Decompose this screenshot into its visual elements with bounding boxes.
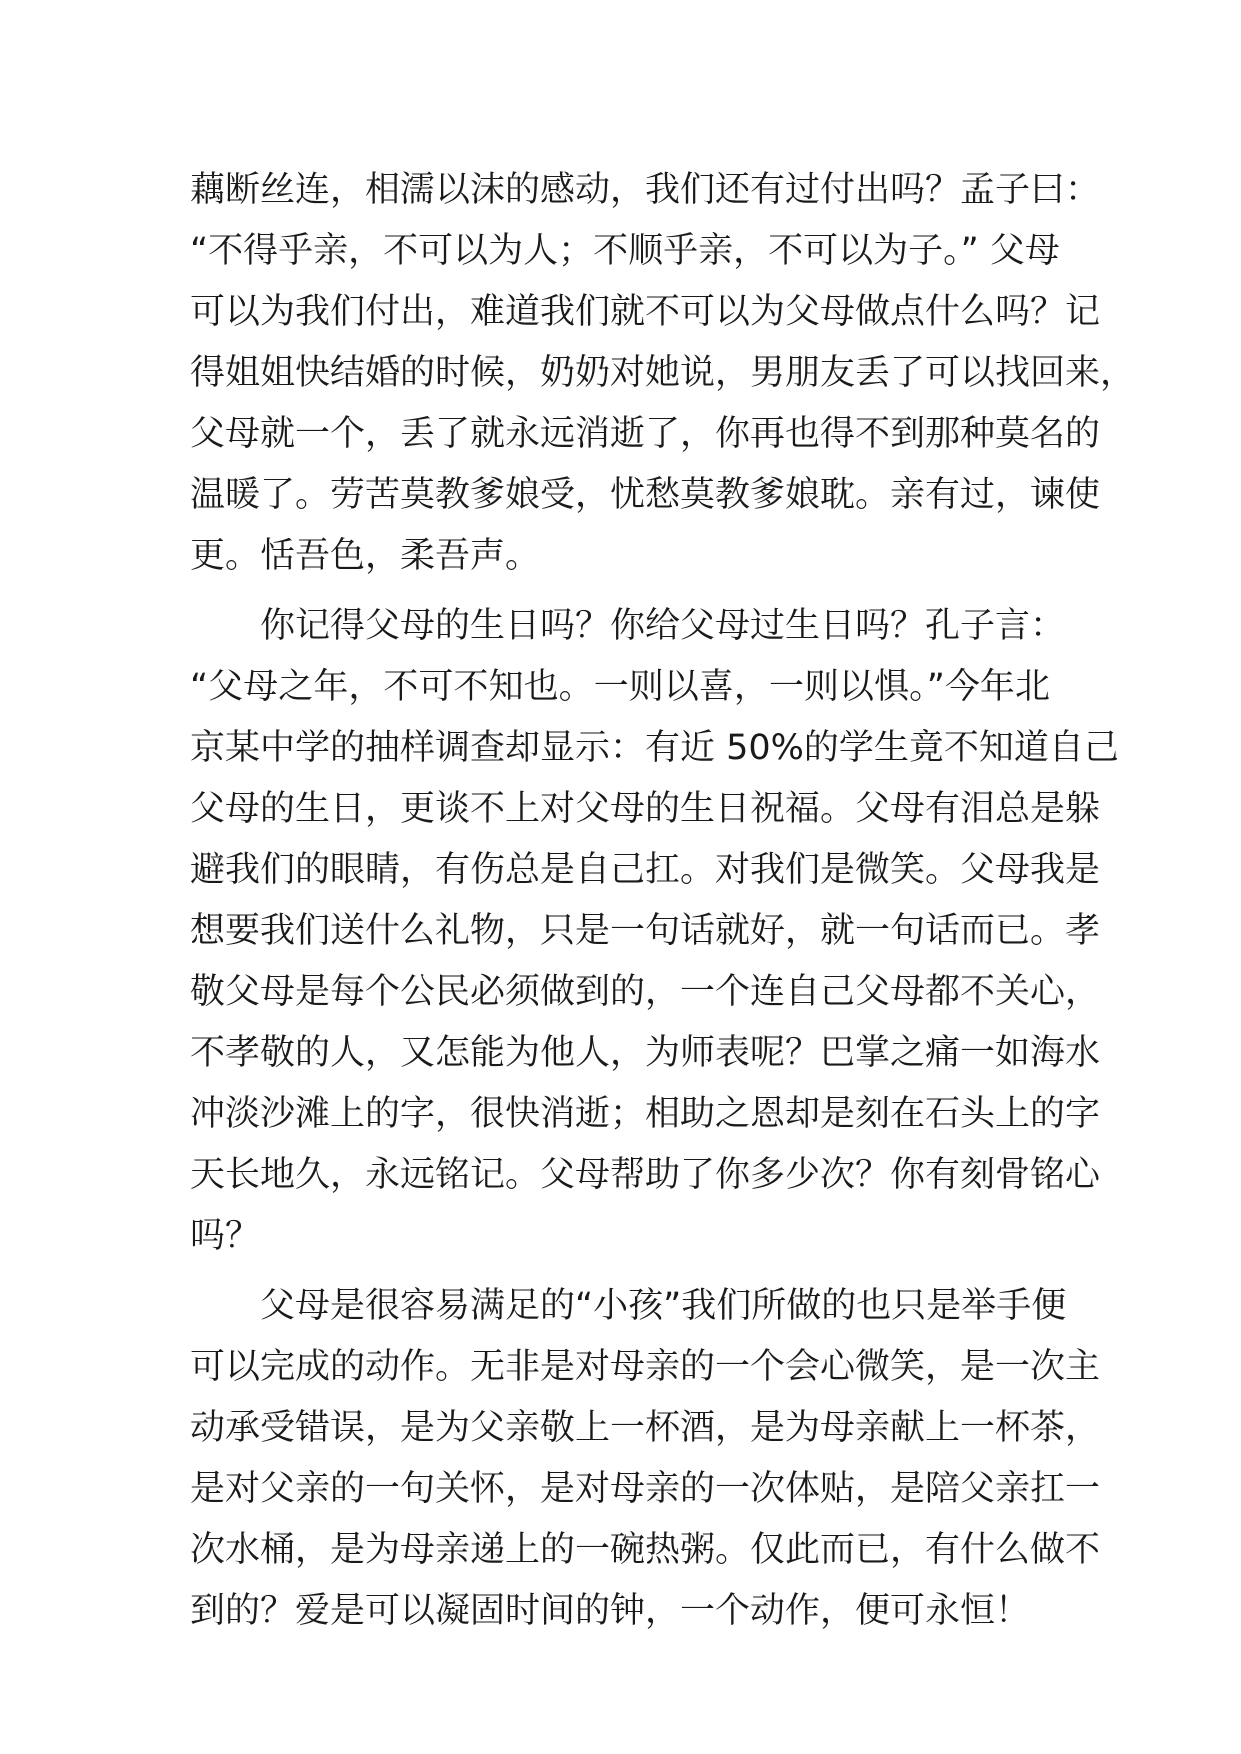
text-line: 次水桶，是为母亲递上的一碗热粥。仅此而已，有什么做不 xyxy=(190,1530,1101,1570)
text-line: 想要我们送什么礼物，只是一句话就好，就一句话而已。孝 xyxy=(190,911,1101,951)
paragraph-3 xyxy=(190,1276,1101,1642)
text-line: 冲淡沙滩上的字，很快消逝；相助之恩却是刻在石头上的字 xyxy=(190,1094,1101,1134)
text-line: 父母的生日，更谈不上对父母的生日祝福。父母有泪总是躲 xyxy=(190,789,1101,829)
text-line: 天长地久，永远铭记。父母帮助了你多少次？你有刻骨铭心 xyxy=(190,1155,1101,1195)
paragraph-gap xyxy=(190,587,1050,596)
paragraph-2 xyxy=(190,596,1119,1267)
text-line: 避我们的眼睛，有伤总是自己扛。对我们是微笑。父母我是 xyxy=(190,850,1101,890)
text-line: 吗？ xyxy=(190,1216,261,1256)
text-line: 京某中学的抽样调查却显示：有近 50%的学生竟不知道自己 xyxy=(190,728,1119,768)
text-line: 是对父亲的一句关怀，是对母亲的一次体贴，是陪父亲扛一 xyxy=(190,1469,1101,1509)
text-line: 不孝敬的人，又怎能为他人，为师表呢？巴掌之痛一如海水 xyxy=(190,1033,1101,1073)
text-line: 到的？爱是可以凝固时间的钟，一个动作，便可永恒！ xyxy=(190,1591,1031,1631)
text-line: 更。恬吾色，柔吾声。 xyxy=(190,536,541,576)
text-line: 敬父母是每个公民必须做到的，一个连自己父母都不关心， xyxy=(190,972,1101,1012)
document-body xyxy=(190,160,1136,1642)
text-line: “不得乎亲，不可以为人；不顺乎亲，不可以为子。” 父母 xyxy=(190,231,1060,271)
text-line: 得姐姐快结婚的时候，奶奶对她说，男朋友丢了可以找回来， xyxy=(190,353,1136,393)
paragraph-gap xyxy=(190,1267,1050,1276)
text-line: 动承受错误，是为父亲敬上一杯酒，是为母亲献上一杯茶， xyxy=(190,1408,1101,1448)
text-line: 可以完成的动作。无非是对母亲的一个会心微笑，是一次主 xyxy=(190,1347,1101,1387)
text-line: 你记得父母的生日吗？你给父母过生日吗？孔子言： xyxy=(260,606,1066,646)
text-line: 温暖了。劳苦莫教爹娘受，忧愁莫教爹娘耽。亲有过，谏使 xyxy=(190,475,1101,515)
text-line: 父母就一个，丢了就永远消逝了，你再也得不到那种莫名的 xyxy=(190,414,1101,454)
text-line: “父母之年，不可不知也。一则以喜，一则以惧。”今年北 xyxy=(190,667,1050,707)
text-line: 可以为我们付出，难道我们就不可以为父母做点什么吗？记 xyxy=(190,292,1101,332)
paragraph-1 xyxy=(190,160,1136,587)
text-line: 藕断丝连，相濡以沫的感动，我们还有过付出吗？孟子曰： xyxy=(190,170,1101,210)
text-line: 父母是很容易满足的“小孩”我们所做的也只是举手便 xyxy=(260,1286,1067,1326)
